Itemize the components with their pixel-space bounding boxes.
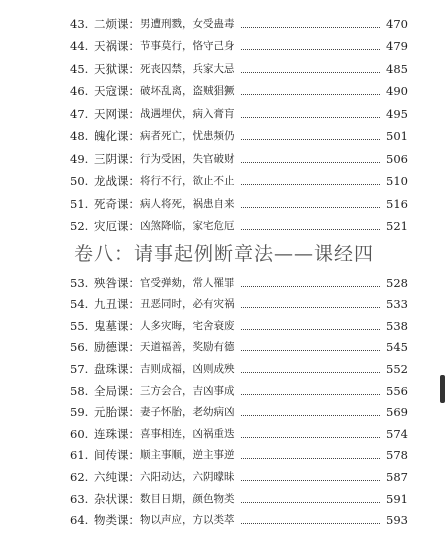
entry-description: 将行不行，欲止不止 xyxy=(140,175,235,187)
entry-number: 54. xyxy=(70,297,89,312)
entry-name: 龙战课： xyxy=(94,174,140,188)
entry-number: 55. xyxy=(70,318,89,333)
entry-description: 顺主事顺，逆主事逆 xyxy=(140,449,235,462)
entry-description: 六阳动达，六阴曚昧 xyxy=(140,470,235,483)
toc-list-bottom xyxy=(70,268,408,527)
entry-name: 天祸课： xyxy=(94,39,140,53)
toc-entry xyxy=(70,8,408,31)
dot-leader xyxy=(241,307,381,308)
entry-number: 50. xyxy=(70,174,89,188)
entry-page-number: 574 xyxy=(386,426,408,441)
entry-description: 死丧囚禁，兵家大忌 xyxy=(140,62,235,75)
toc-entry xyxy=(70,398,408,420)
entry-description: 官受弹劾，常人罹罪 xyxy=(140,276,235,289)
toc-list-top xyxy=(70,8,408,233)
entry-page-number: 587 xyxy=(386,469,408,484)
entry-number: 49. xyxy=(70,151,89,166)
toc-entry xyxy=(70,211,408,234)
entry-page-number: 552 xyxy=(386,361,408,376)
entry-description: 天道福善，奖励有德 xyxy=(140,341,235,354)
entry-page-number: 495 xyxy=(386,106,408,121)
entry-number: 51. xyxy=(70,196,89,211)
entry-page-number: 591 xyxy=(386,491,408,506)
dot-leader xyxy=(241,27,381,28)
entry-page-number: 533 xyxy=(386,297,408,312)
dot-leader xyxy=(241,286,381,287)
dot-leader xyxy=(241,139,381,140)
section-title: 卷八：请事起例断章法——课经四 xyxy=(73,243,374,265)
entry-number: 63. xyxy=(70,491,89,506)
entry-name: 六纯课： xyxy=(94,469,140,484)
toc-entry xyxy=(70,290,408,312)
entry-description: 男遭刑戮，女受蛊毒 xyxy=(140,17,235,30)
entry-name: 天网课： xyxy=(94,106,140,121)
entry-page-number: 569 xyxy=(386,405,408,420)
entry-page-number: 578 xyxy=(386,448,408,463)
toc-entry xyxy=(70,376,408,398)
entry-page-number: 521 xyxy=(386,219,408,233)
entry-name: 间传课： xyxy=(94,448,140,463)
entry-name: 天狱课： xyxy=(94,61,140,76)
dot-leader xyxy=(241,502,381,503)
toc-entry xyxy=(70,76,408,99)
dot-leader xyxy=(241,329,381,330)
entry-name: 三阴课： xyxy=(94,151,140,166)
entry-description: 病人将死，祸患自来 xyxy=(140,197,235,210)
entry-page-number: 510 xyxy=(386,174,408,188)
entry-description: 三方会合，吉凶事成 xyxy=(140,384,235,397)
entry-number: 59. xyxy=(70,405,89,420)
dot-leader xyxy=(241,72,381,73)
entry-name: 杂状课： xyxy=(94,491,140,506)
entry-page-number: 479 xyxy=(386,39,408,53)
dot-leader xyxy=(241,523,381,524)
dot-leader xyxy=(241,480,381,481)
entry-number: 58. xyxy=(70,383,89,398)
toc-entry xyxy=(70,462,408,484)
entry-page-number: 501 xyxy=(386,129,408,143)
toc-entry xyxy=(70,268,408,290)
entry-page-number: 485 xyxy=(386,61,408,76)
entry-name: 死奇课： xyxy=(94,196,140,211)
toc-entry xyxy=(70,484,408,506)
entry-name: 二烦课： xyxy=(94,16,140,31)
entry-description: 行为受困，失官破财 xyxy=(140,152,235,165)
entry-number: 43. xyxy=(70,16,89,31)
dot-leader xyxy=(241,394,381,395)
toc-entry xyxy=(70,121,408,144)
toc-entry xyxy=(70,98,408,121)
entry-page-number: 516 xyxy=(386,196,408,211)
dot-leader xyxy=(241,350,381,351)
entry-page-number: 470 xyxy=(386,16,408,31)
dot-leader xyxy=(241,207,381,208)
entry-name: 全局课： xyxy=(94,383,140,398)
entry-number: 53. xyxy=(70,275,89,290)
entry-description: 数目日期，颜色物类 xyxy=(140,492,235,505)
entry-name: 魄化课： xyxy=(94,129,140,143)
entry-name: 励德课： xyxy=(94,340,140,355)
dot-leader xyxy=(241,229,381,230)
entry-page-number: 556 xyxy=(386,383,408,398)
entry-name: 鬼墓课： xyxy=(94,318,140,333)
toc-entry xyxy=(70,166,408,189)
page-edge-mark xyxy=(440,375,445,403)
entry-name: 元胎课： xyxy=(94,405,140,420)
entry-number: 47. xyxy=(70,106,89,121)
entry-page-number: 593 xyxy=(386,513,408,528)
entry-description: 凶煞降临，家宅危厄 xyxy=(140,220,235,232)
entry-number: 52. xyxy=(70,219,89,233)
entry-number: 62. xyxy=(70,469,89,484)
entry-description: 战遇埋伏，病入膏肓 xyxy=(140,107,235,120)
dot-leader xyxy=(241,162,381,163)
toc-entry xyxy=(70,333,408,355)
entry-description: 病者死亡，忧患频仍 xyxy=(140,130,235,142)
entry-description: 喜事相连，凶祸重迭 xyxy=(140,427,235,440)
entry-description: 妻子怀胎，老幼病凶 xyxy=(140,406,235,419)
entry-page-number: 538 xyxy=(386,318,408,333)
entry-page-number: 528 xyxy=(386,275,408,290)
entry-description: 人多灾晦，宅舍衰废 xyxy=(140,319,235,332)
toc-entry xyxy=(70,354,408,376)
entry-number: 48. xyxy=(70,129,89,143)
entry-name: 盘珠课： xyxy=(94,361,140,376)
entry-name: 物类课： xyxy=(94,513,140,528)
entry-name: 天寇课： xyxy=(94,84,140,98)
entry-number: 56. xyxy=(70,340,89,355)
entry-page-number: 506 xyxy=(386,151,408,166)
entry-number: 45. xyxy=(70,61,89,76)
dot-leader xyxy=(241,184,381,185)
toc-entry xyxy=(70,53,408,76)
entry-number: 64. xyxy=(70,513,89,528)
dot-leader xyxy=(241,415,381,416)
entry-number: 60. xyxy=(70,426,89,441)
entry-name: 连珠课： xyxy=(94,426,140,441)
entry-description: 物以声应，方以类萃 xyxy=(140,514,235,527)
entry-description: 节事莫行，恪守己身 xyxy=(140,40,235,52)
dot-leader xyxy=(241,49,381,50)
dot-leader xyxy=(241,117,381,118)
entry-number: 57. xyxy=(70,361,89,376)
dot-leader xyxy=(241,458,381,459)
entry-name: 灾厄课： xyxy=(94,219,140,233)
entry-number: 46. xyxy=(70,84,89,98)
toc-entry xyxy=(70,441,408,463)
toc-entry xyxy=(70,188,408,211)
entry-description: 吉则成福，凶则成殃 xyxy=(140,362,235,375)
entry-number: 44. xyxy=(70,39,89,53)
entry-number: 61. xyxy=(70,448,89,463)
entry-page-number: 490 xyxy=(386,84,408,98)
entry-description: 破坏乱离，盗贼猖獗 xyxy=(140,85,235,97)
dot-leader xyxy=(241,372,381,373)
toc-entry xyxy=(70,31,408,54)
dot-leader xyxy=(241,437,381,438)
entry-description: 丑恶同时，必有灾祸 xyxy=(140,298,235,311)
toc-entry xyxy=(70,143,408,166)
entry-name: 殃咎课： xyxy=(94,275,140,290)
toc-entry xyxy=(70,506,408,528)
entry-name: 九丑课： xyxy=(94,297,140,312)
toc-entry xyxy=(70,419,408,441)
dot-leader xyxy=(241,94,381,95)
toc-entry xyxy=(70,311,408,333)
entry-page-number: 545 xyxy=(386,340,408,355)
